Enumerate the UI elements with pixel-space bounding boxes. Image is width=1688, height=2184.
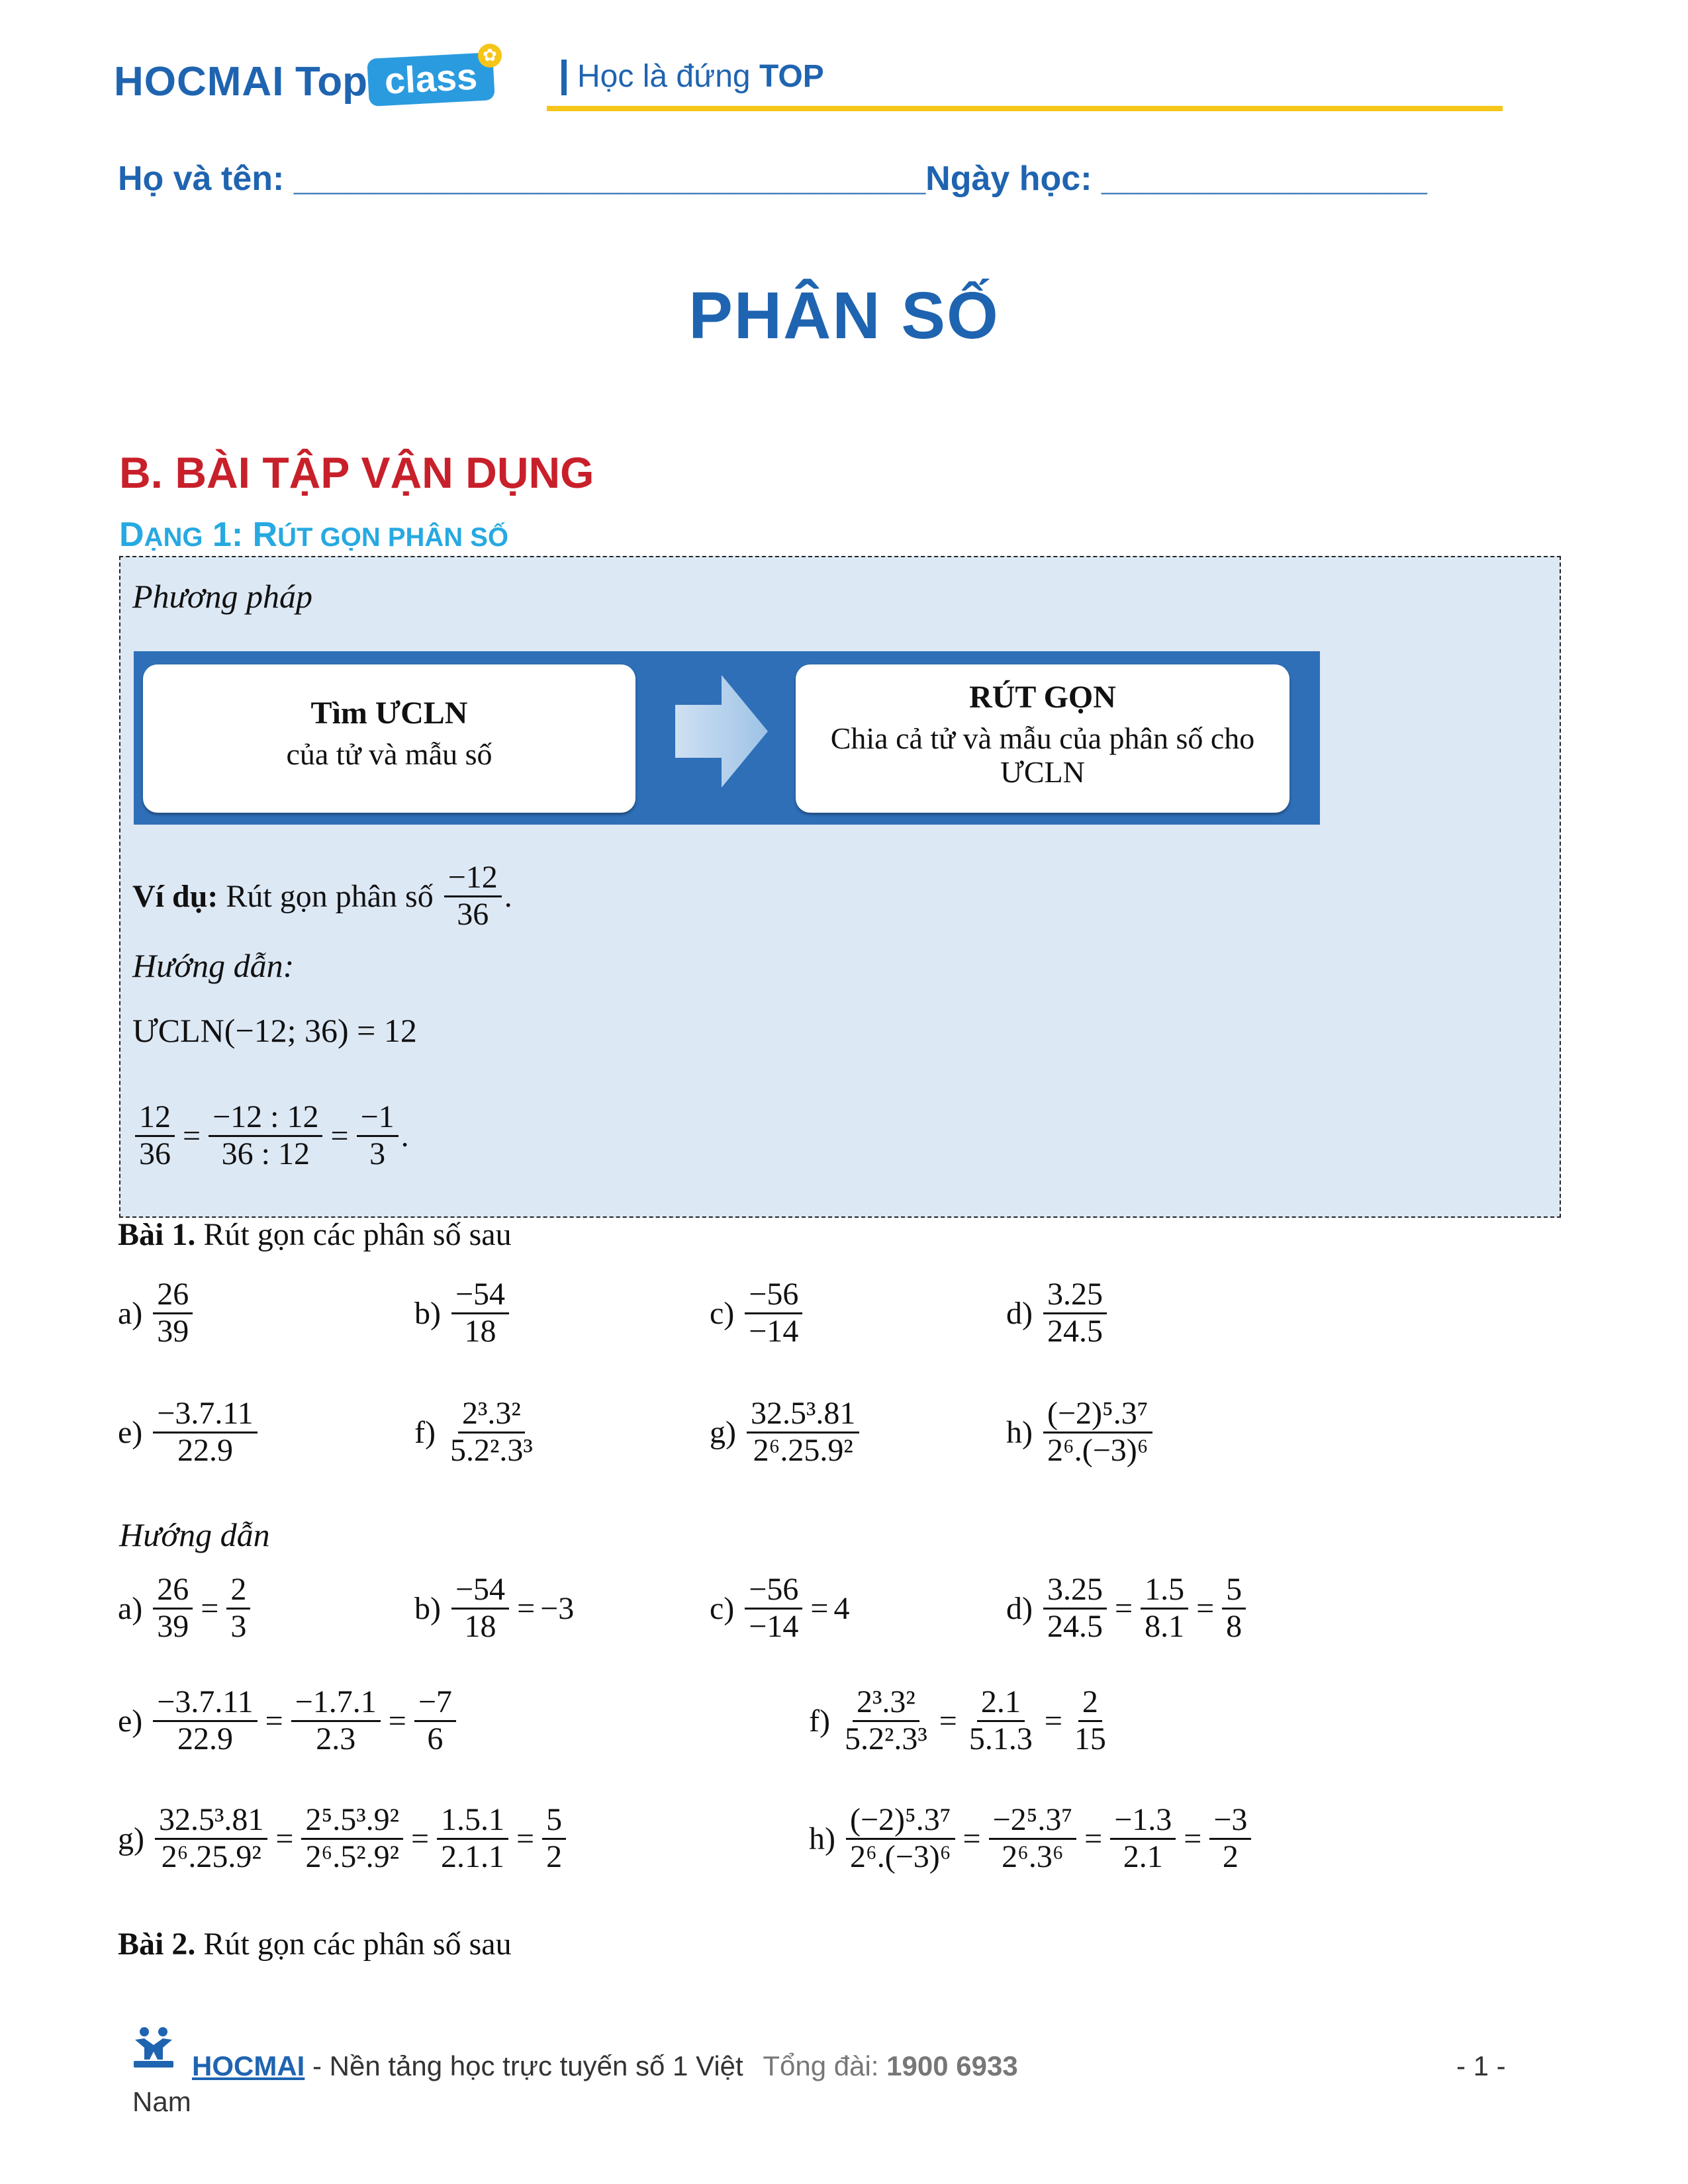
step2-title: RÚT GỌN xyxy=(969,680,1116,715)
brand-logo-top: Top xyxy=(295,59,368,105)
exercise-1-item: b) $\frac{-54}{18}$ xyxy=(414,1277,512,1349)
brand-logo-hocmai: HOCMAI xyxy=(114,59,285,105)
section-heading: B. BÀI TẬP VẬN DỤNG xyxy=(119,448,594,497)
answer-c: c) $\frac{-56}{-14}$ = 4 xyxy=(710,1572,850,1644)
answer-b: b) $\frac{-54}{18}$ = −3 xyxy=(414,1572,575,1644)
page-title: PHÂN SỐ xyxy=(688,279,1000,353)
footer-text-continued: Nam xyxy=(132,2086,191,2117)
exercise-1-item: d) $\frac{3.25}{24.5}$ xyxy=(1006,1277,1109,1349)
brand-logo-class: class xyxy=(367,52,495,107)
exercise-1-item: g) $\frac{\text{32.5³.81}}{\text{2⁶.25.9²}}$ xyxy=(710,1396,862,1469)
step-find-gcd xyxy=(143,664,635,813)
answer-e: e) $\frac{-3.7.11}{22.9}$ = $\frac{-1.7.1}{2.3}$ = $\frac{-7}{6}$ xyxy=(118,1685,459,1757)
example-solution: $\frac{12}{36}$ = $\frac{-12 : 12}{36 : 12}$ = $\frac{-1}{3}$ . xyxy=(132,1100,409,1172)
exercise-2-heading: Bài 2. Rút gọn các phân số sau xyxy=(118,1927,512,1962)
subsection-heading: DẠNG 1: RÚT GỌN PHÂN SỐ xyxy=(119,516,509,554)
answer-f: f) $\frac{\text{2³.3²}}{\text{5.2².3³}}$ = $\frac{2.1}{5.1.3}$ = $\frac{2}{15}$ xyxy=(809,1684,1106,1756)
exercise-1-item: h) $\frac{\text{(−2)⁵.3⁷}}{\text{2⁶.(−3)⁶}}$ xyxy=(1006,1396,1155,1469)
page-number: - 1 - xyxy=(1456,2050,1506,2081)
slogan: Học là đứng TOP xyxy=(577,59,824,94)
answer-h: h) $\frac{\text{(−2)⁵.3⁷}}{\text{2⁶.(−3)⁶}}$ = $\frac{\text{−2⁵.3⁷}}{\text{2⁶.3⁶}}$ = $\frac{-1.3}{2.1}$ = $\frac{-3}{2}$ xyxy=(809,1803,1254,1875)
example-label: Ví dụ: xyxy=(132,878,218,914)
header-underline xyxy=(547,106,1503,111)
guide-label: Hướng dẫn: xyxy=(132,947,295,984)
example-text: Rút gọn phân số xyxy=(218,878,442,914)
footer-brand-link[interactable]: HOCMAI xyxy=(192,2050,305,2081)
answers-label: Hướng dẫn xyxy=(119,1516,270,1553)
answer-g: g) $\frac{\text{32.5³.81}}{\text{2⁶.25.9²}}$ = $\frac{\text{2⁵.5³.9²}}{\text{2⁶.5².9²}}$ = $\frac{1.5.1}{2.1.1}$ = $\frac{5}{2}$ xyxy=(118,1803,569,1875)
footer-text: HOCMAI - Nền tảng học trực tuyến số 1 Việt Tổng đài: 1900 6933 xyxy=(192,2050,1018,2081)
step-reduce xyxy=(796,664,1289,813)
example-line: Ví dụ: Rút gọn phân số $\frac{-12}{36}$ . xyxy=(132,860,512,932)
step2-subtitle: Chia cả tử và mẫu của phân số cho ƯCLN xyxy=(830,721,1255,789)
star-icon: ✿ xyxy=(478,44,502,68)
arrow-right-icon xyxy=(675,675,768,788)
exercise-1-item: a) $\frac{26}{39}$ xyxy=(118,1277,195,1349)
hocmai-logo-icon xyxy=(130,2025,177,2069)
student-name-date-line: Họ và tên: _________________________________Ngày học: _________________ xyxy=(118,159,1427,198)
exercise-1-item: c) $\frac{-56}{-14}$ xyxy=(710,1277,805,1349)
answer-a: a) $\frac{26}{39}$ = $\frac{2}{3}$ xyxy=(118,1572,253,1645)
gcd-line: ƯCLN(−12; 36) = 12 xyxy=(132,1012,417,1049)
exercise-1-item: f) $\frac{\text{2³.3²}}{\text{5.2².3³}}$ xyxy=(414,1396,533,1468)
exercise-1-item: e) $\frac{-3.7.11}{22.9}$ xyxy=(118,1396,260,1469)
step1-subtitle: của tử và mẫu số xyxy=(286,737,492,771)
answer-d: d) $\frac{3.25}{24.5}$ = $\frac{1.5}{8.1}$ = $\frac{5}{8}$ xyxy=(1006,1572,1248,1645)
example-fraction: $\frac{-12}{36}$ xyxy=(444,860,502,933)
step1-title: Tìm ƯCLN xyxy=(310,696,468,731)
method-label: Phương pháp xyxy=(132,578,312,615)
slogan-divider xyxy=(561,60,567,95)
exercise-1-heading: Bài 1. Rút gọn các phân số sau xyxy=(118,1217,512,1252)
